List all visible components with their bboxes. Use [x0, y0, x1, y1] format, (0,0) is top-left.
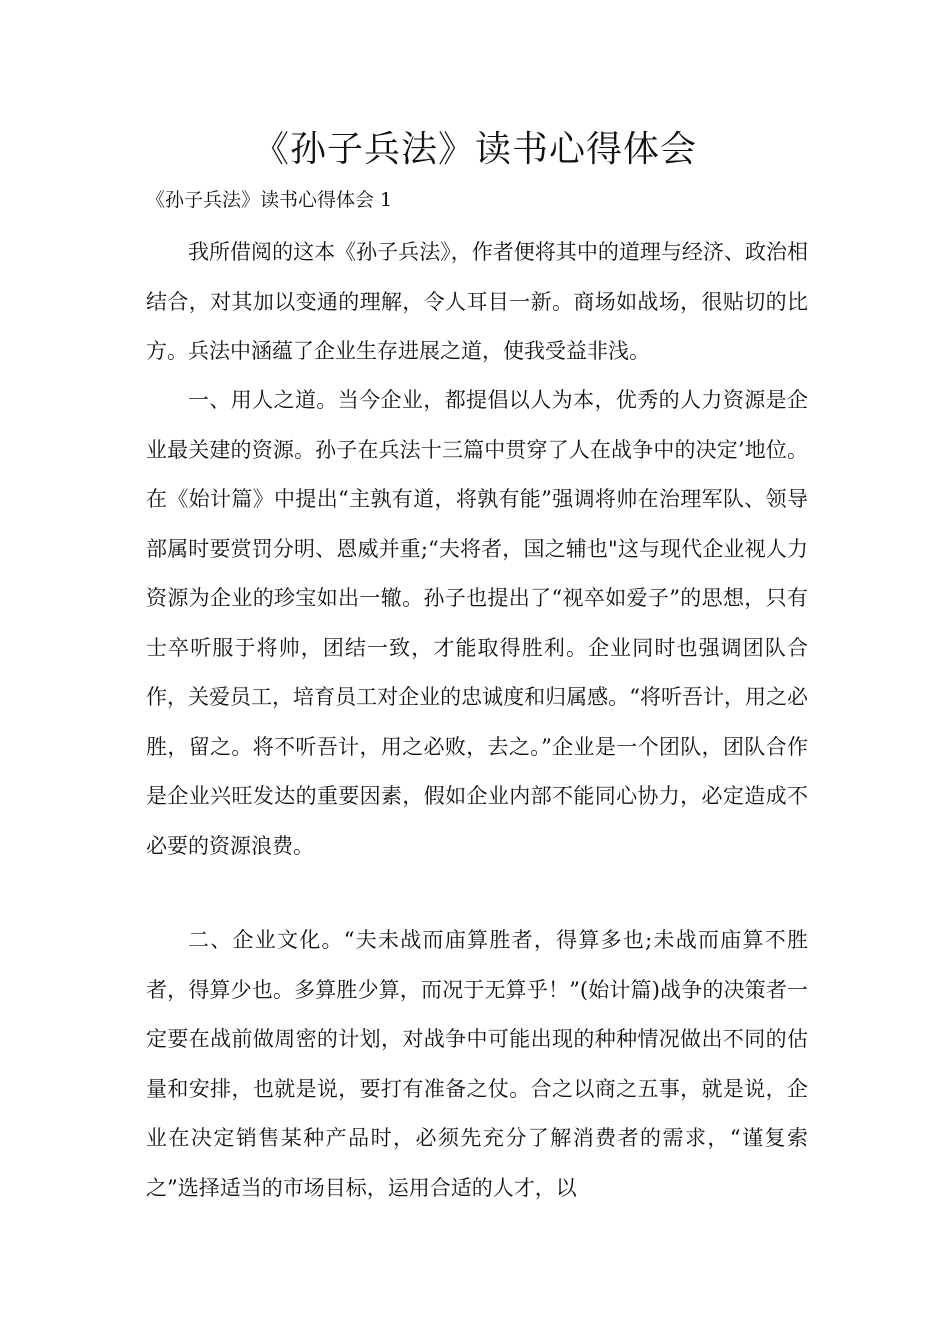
document-title: 《孙子兵法》读书心得体会 [252, 129, 697, 170]
paragraph-corporate-culture: 二、企业文化。“夫未战而庙算胜者，得算多也;未战而庙算不胜者，得算少也。多算胜少算，而况于无算乎！”(始计篇)战争的决策者一定要在战前做周密的计划，对战争中可能出现的种种情况做出不同的估量和安排，也就是说，要打有准备之仗。合之以商之五事，就是说，企业在决定销售某种产品时，必须先充分了解消费者的需求，“谨复索之”选择适当的市场目标，运用合适的人才，以 [146, 928, 808, 1200]
paragraph-intro: 我所借阅的这本《孙子兵法》，作者便将其中的道理与经济、政治相结合，对其加以变通的理解，令人耳目一新。商场如战场，很贴切的比方。兵法中涵蕴了企业生存进展之道，使我受益非浅。 [146, 240, 808, 363]
document-subtitle: 《孙子兵法》读书心得体会 1 [146, 189, 393, 211]
paragraph-talent-management: 一、用人之道。当今企业，都提倡以人为本，优秀的人力资源是企业最关建的资源。孙子在兵法十三篇中贯穿了人在战争中的决定’地位。在《始计篇》中提出“主孰有道，将孰有能”强调将帅在治理军队、领导部属时要赏罚分明、恩威并重;“夫将者，国之辅也"这与现代企业视人力资源为企业的珍宝如出一辙。孙子也提出了“视卒如爱子”的思想，只有士卒听服于将帅，团结一致，才能取得胜利。企业同时也强调团队合作，关爱员工，培育员工对企业的忠诚度和归属感。“将听吾计，用之必胜，留之。将不听吾计，用之必败，去之。”企业是一个团队，团队合作是企业兴旺发达的重要因素，假如企业内部不能同心协力，必定造成不必要的资源浪费。 [146, 388, 808, 858]
